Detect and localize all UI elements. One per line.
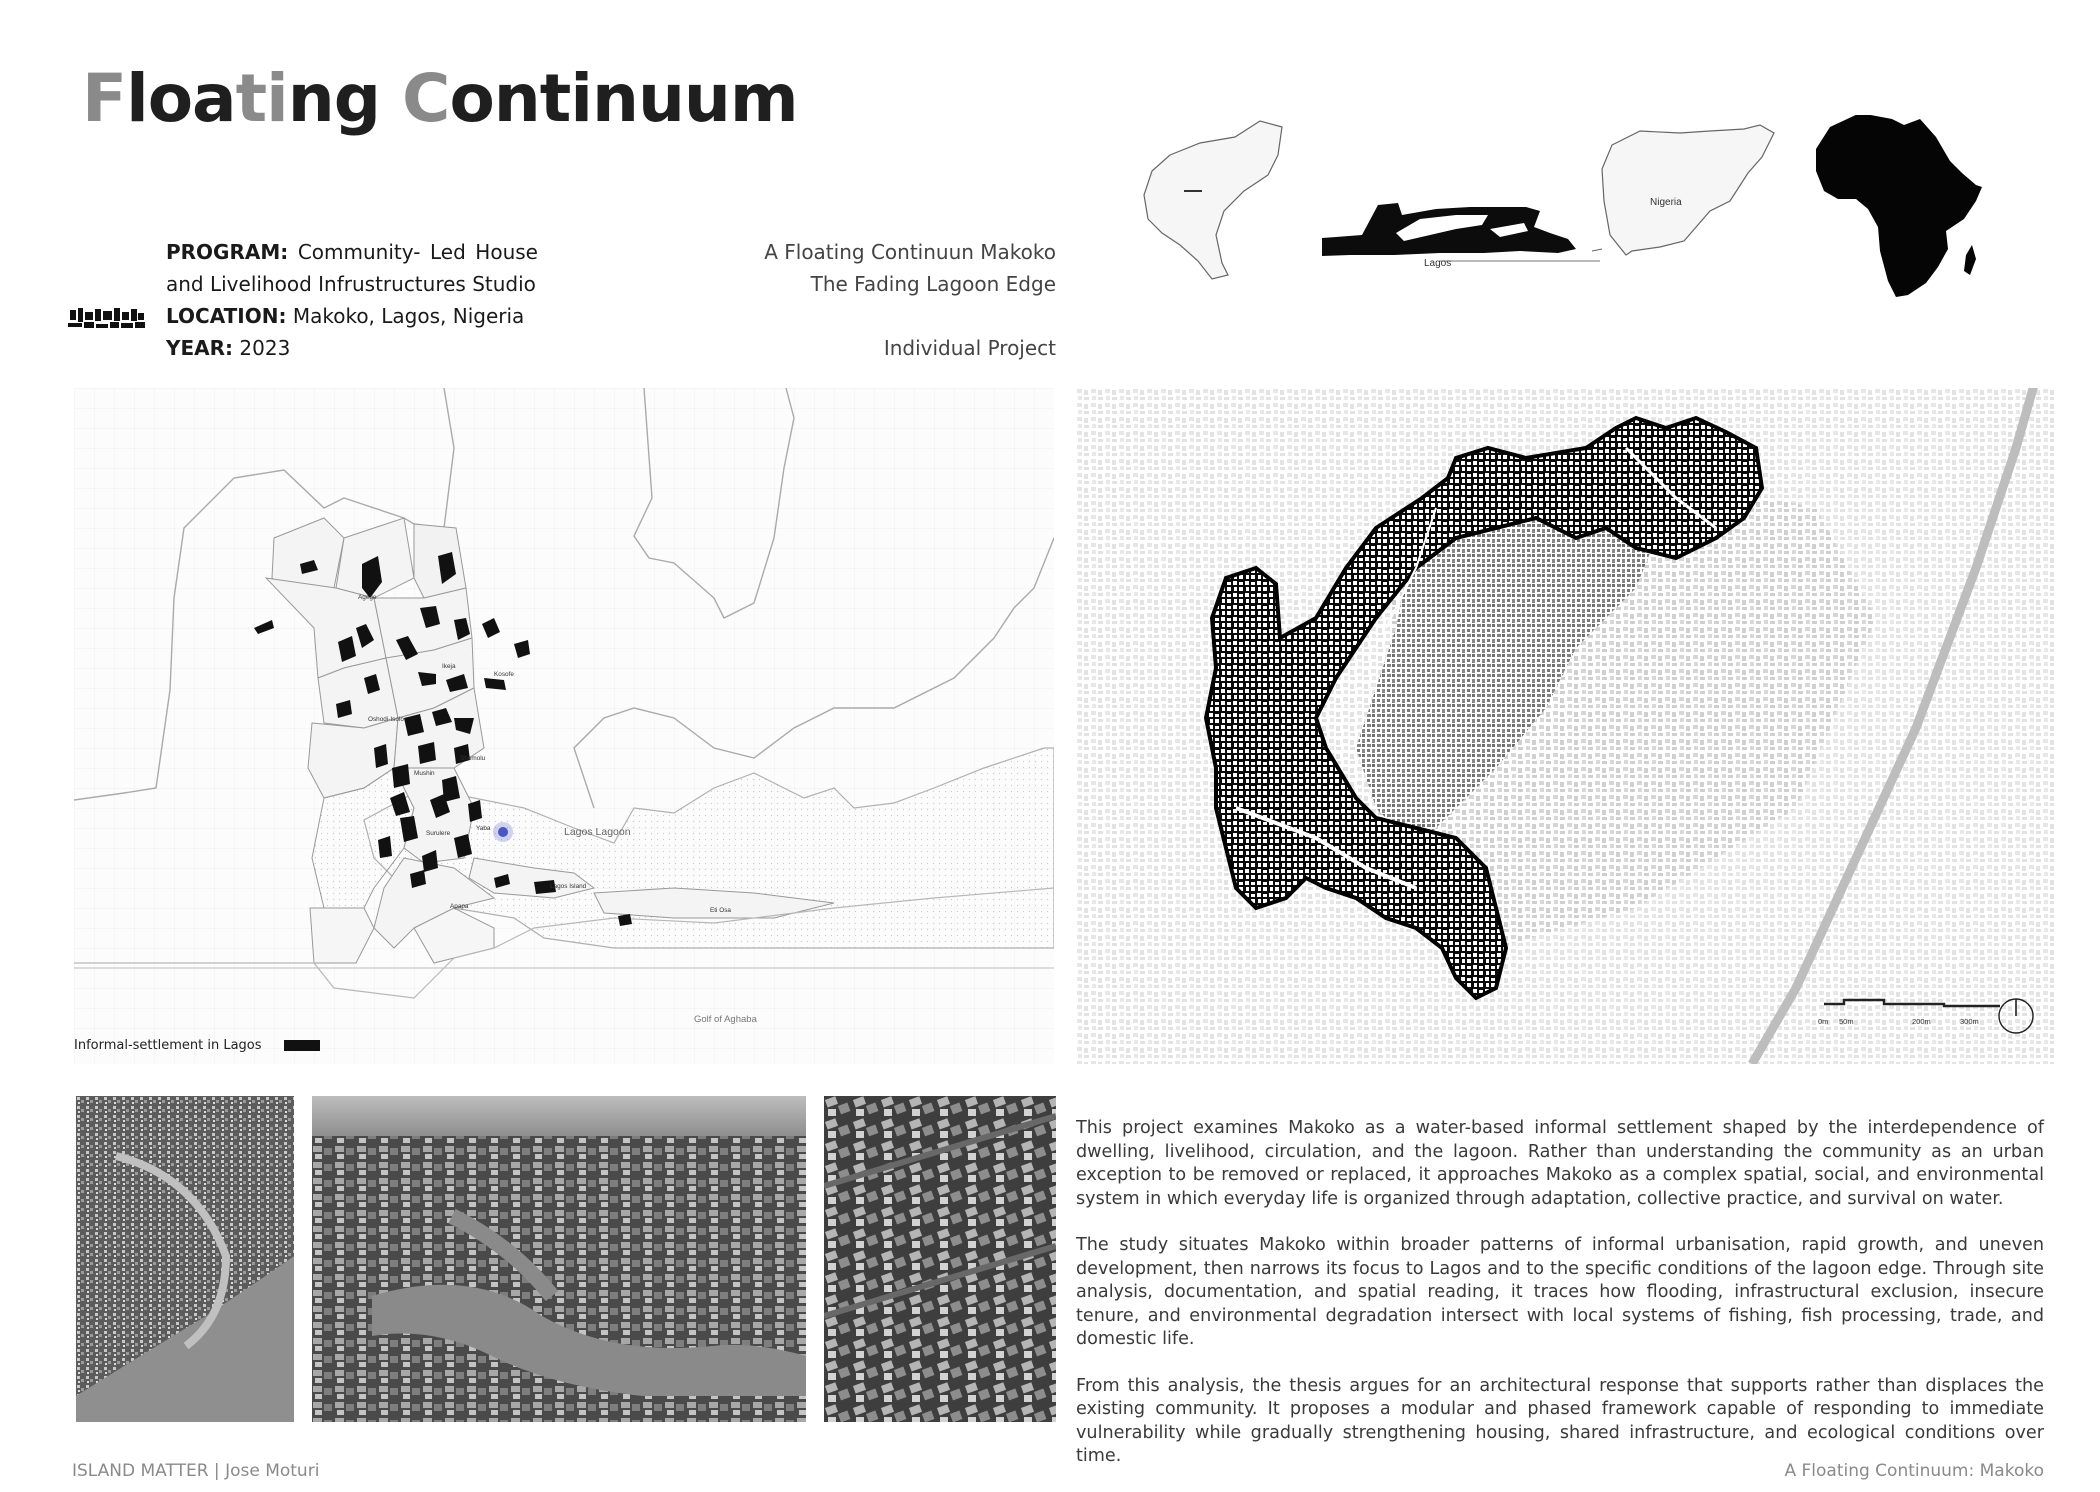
africa-silhouette <box>1816 115 1982 297</box>
lagos-label: Lagos <box>1424 258 1452 269</box>
page-title <box>82 60 798 137</box>
location-label: LOCATION: <box>166 304 287 328</box>
district-label: Surulere <box>426 830 451 837</box>
scale-label: 300m <box>1960 1017 1979 1026</box>
district-label: Mushin <box>414 770 435 777</box>
title-part: C <box>402 60 450 137</box>
description-paragraph: This project examines Makoko as a water-based informal settlement shaped by the interdependence of dwelling, livelihood, circulation, and the lagoon. Rather than understanding the community as an urban exception to be removed or replaced, it approaches Makoko as a complex spatial, social, and environmental system in which everyday life is organized through adaptation, collective practice, and survival on water. <box>1076 1118 2044 1209</box>
footer-separator: | <box>208 1461 226 1481</box>
project-description <box>1076 1117 2044 1492</box>
project-subtitle <box>696 236 1056 364</box>
subtitle-line: A Floating Continuun Makoko <box>764 240 1056 264</box>
district-label: Shomolu <box>460 755 486 762</box>
nigeria-label: Nigeria <box>1650 197 1682 208</box>
lagos-state-outline <box>1144 121 1282 279</box>
aerial-photo-1 <box>76 1096 294 1422</box>
description-paragraph: The study situates Makoko within broader patterns of informal urbanisation, rapid growth, and uneven development, then narrows its focus to Lagos and to the specific conditions of the lagoon edge. Through site analysis, documentation, and spatial reading, it traces how flooding, infrastructural exclusion, insecure tenure, and environmental degradation intersect with local systems of fishing, fish processing, trade, and domestic life. <box>1076 1235 2044 1349</box>
footer-left <box>72 1461 319 1481</box>
year-row <box>166 332 538 364</box>
scale-label: 0m <box>1818 1017 1829 1026</box>
footer-author: Jose Moturi <box>225 1461 320 1481</box>
district-label: Lagos Island <box>550 883 587 890</box>
makoko-marker-dot <box>498 827 508 837</box>
gulf-label: Golf of Aghaba <box>694 1014 757 1025</box>
location-row <box>166 300 538 332</box>
title-part: t <box>235 60 267 137</box>
program-label: PROGRAM: <box>166 240 289 264</box>
aerial-photo-2 <box>312 1096 806 1422</box>
legend-label: Informal-settlement in Lagos <box>74 1038 262 1053</box>
scale-label: 50m <box>1839 1017 1854 1026</box>
scale-label: 200m <box>1912 1017 1931 1026</box>
nigeria-outline <box>1602 125 1774 255</box>
locator-maps <box>1140 115 2010 305</box>
makoko-map <box>1076 388 2054 1064</box>
subtitle-line: Individual Project <box>883 336 1056 360</box>
legend-swatch <box>284 1040 320 1051</box>
footer-right: A Floating Continuum: Makoko <box>1784 1461 2044 1481</box>
district-label: Oshodi-Isolo <box>368 716 404 723</box>
subtitle-line: The Fading Lagoon Edge <box>810 272 1056 296</box>
district-label: Ikeja <box>442 663 456 670</box>
title-part: loa <box>126 60 236 137</box>
title-part: ontinuum <box>449 60 798 137</box>
footer-brand: ISLAND MATTER <box>72 1461 209 1481</box>
lagos-map-panel <box>74 388 1054 1064</box>
district-label: Yaba <box>476 825 491 832</box>
program-value: Community- Led House <box>297 240 538 264</box>
program-row <box>166 236 538 268</box>
district-label: Kosofe <box>494 671 514 678</box>
description-paragraph: From this analysis, the thesis argues for an architectural response that supports rather than displaces the existing community. It proposes a modular and phased framework capable of responding to immediate vulnerability while gradually strengthening housing, shared infrastructure, and ecological conditions over time. <box>1076 1375 2044 1466</box>
title-part: i <box>266 60 288 137</box>
settlement-icon <box>68 306 146 332</box>
makoko-map-panel <box>1076 388 2054 1064</box>
title-part: F <box>82 60 127 137</box>
aerial-photo-3 <box>824 1096 1056 1422</box>
title-part: ng <box>287 60 403 137</box>
district-label: Apapa <box>450 903 469 910</box>
lagoon-label: Lagos Lagoon <box>564 826 631 838</box>
project-info <box>166 236 538 364</box>
year-value: 2023 <box>239 336 291 360</box>
map-legend <box>74 1038 262 1053</box>
district-label: Agege <box>358 594 377 601</box>
program-row-2: and Livelihood Infrustructures Studio <box>166 272 536 296</box>
location-value: Makoko, Lagos, Nigeria <box>292 304 525 328</box>
district-label: Eti Osa <box>710 907 731 914</box>
lagos-map <box>74 388 1054 1064</box>
year-label: YEAR: <box>166 336 234 360</box>
